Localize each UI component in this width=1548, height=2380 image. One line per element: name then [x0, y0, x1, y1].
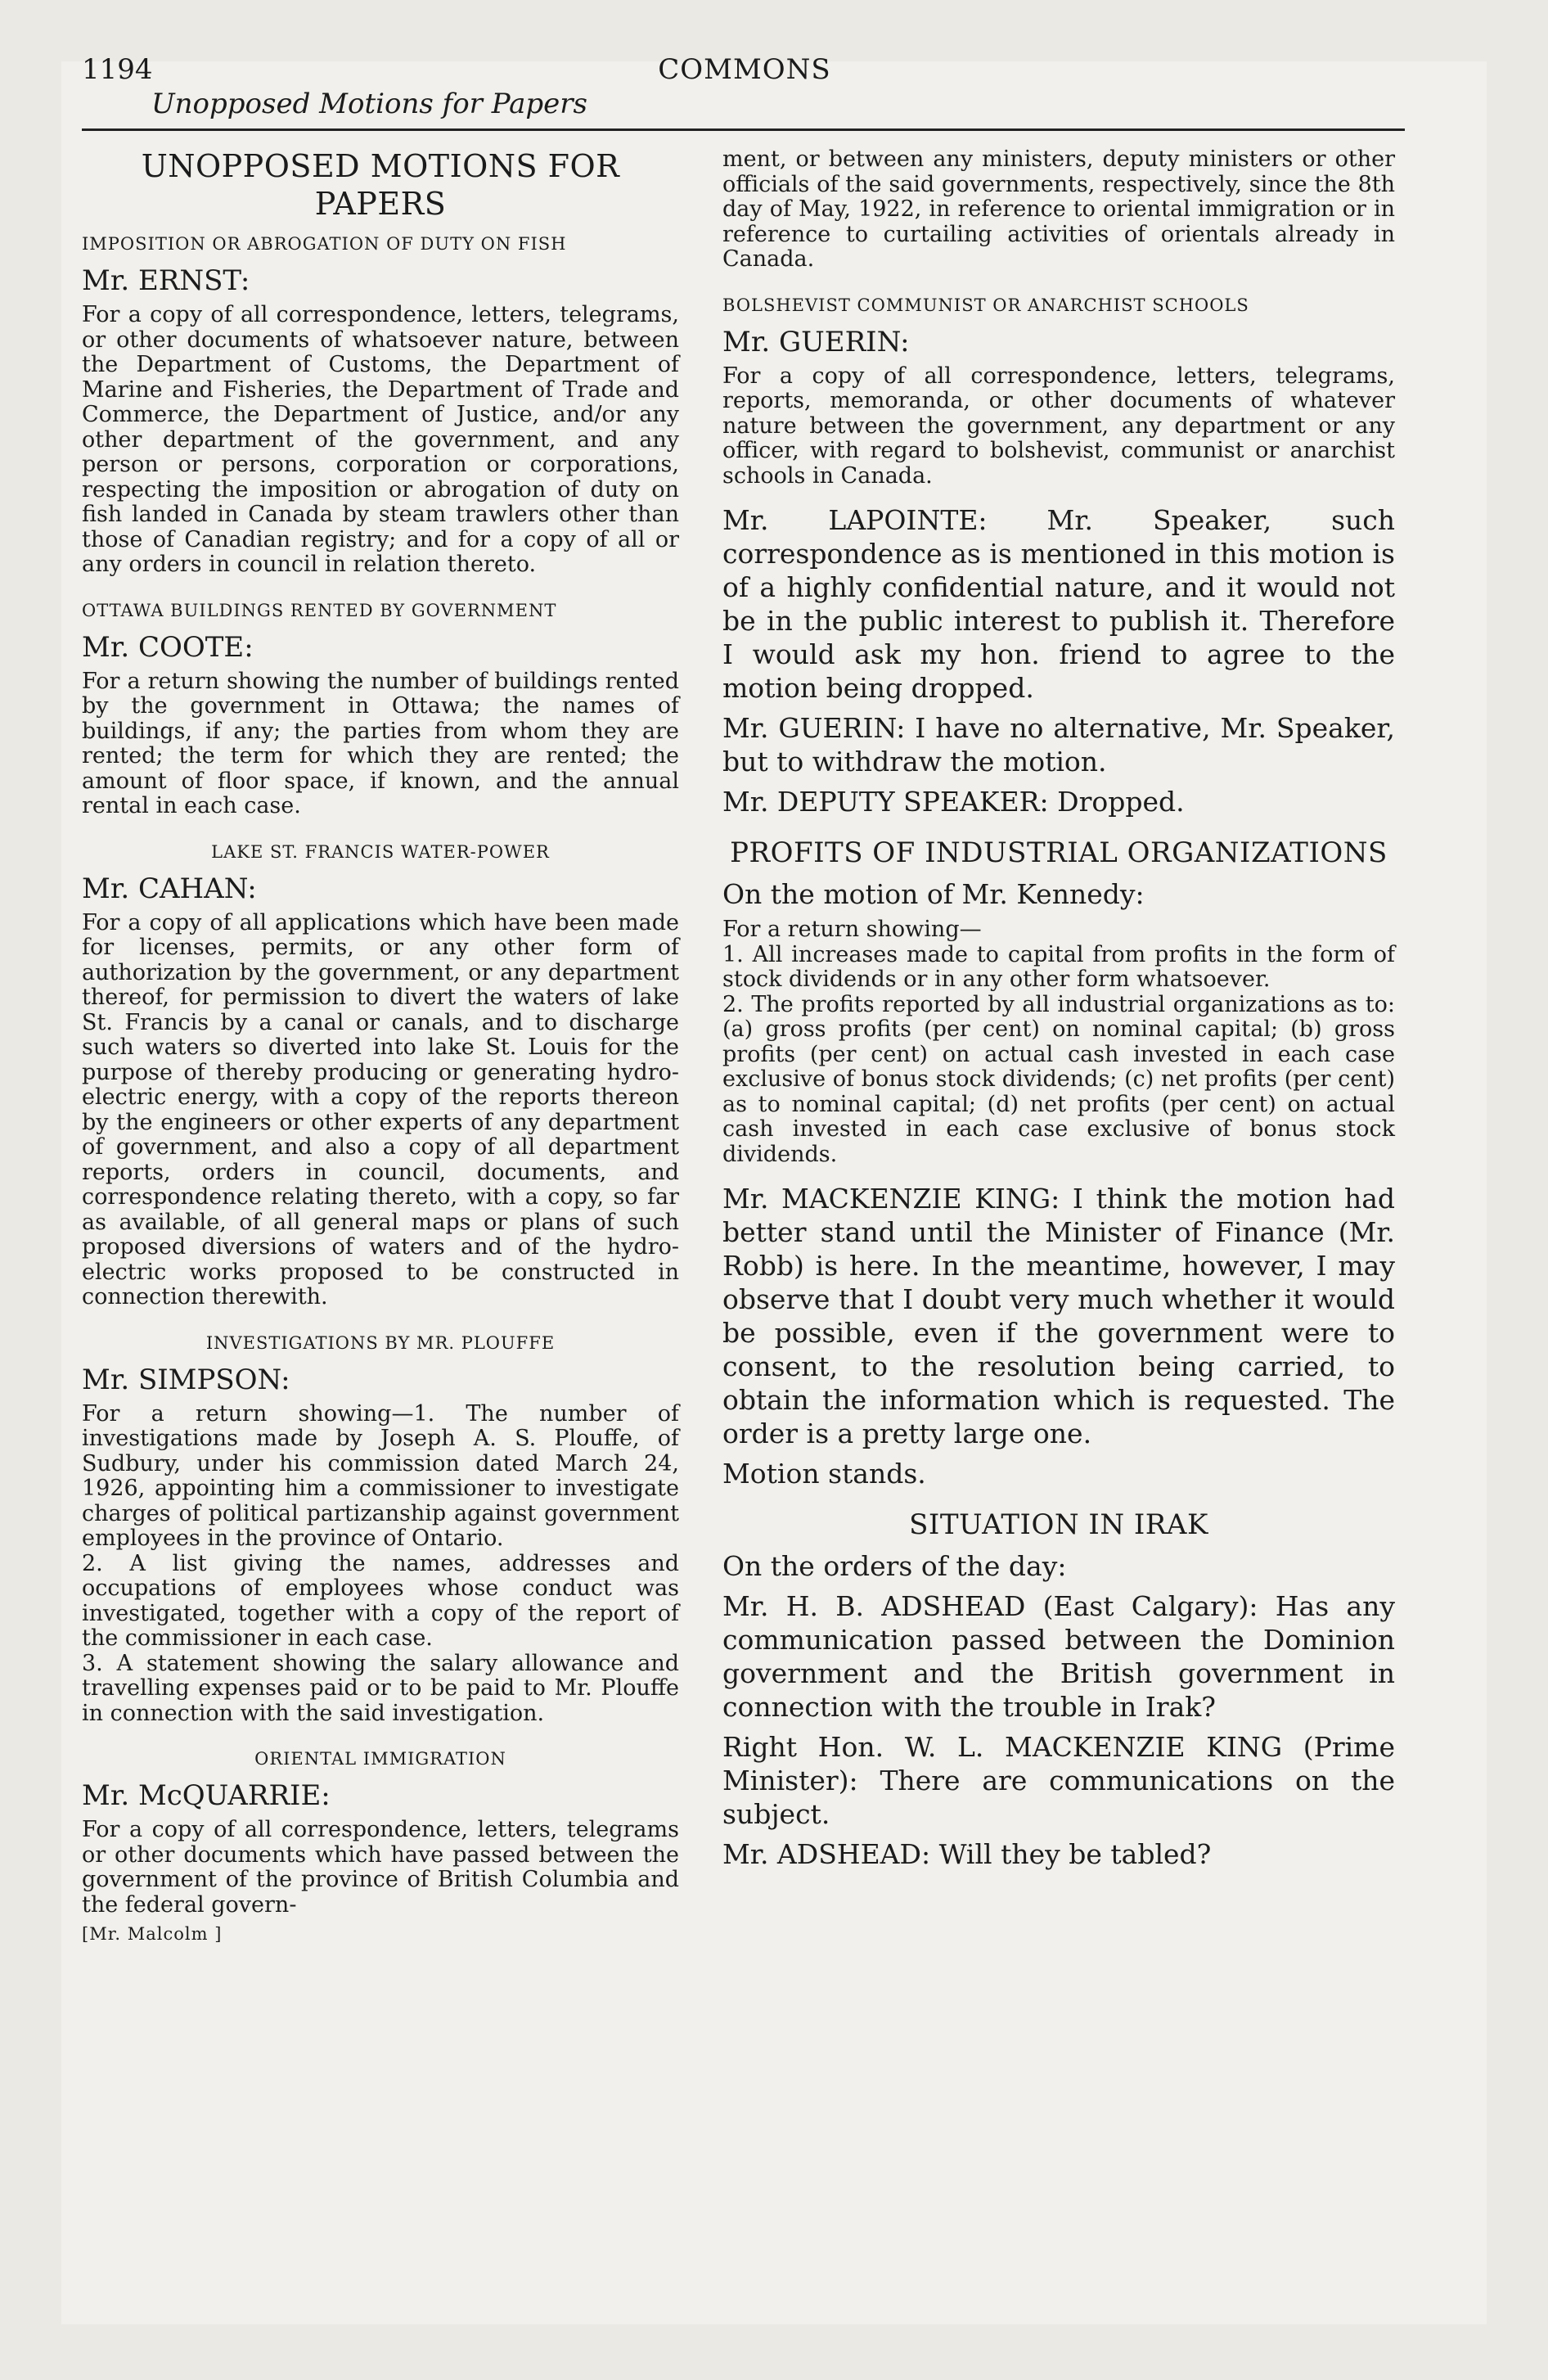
subheading: BOLSHEVIST COMMUNIST OR ANARCHIST SCHOOLS [722, 295, 1249, 315]
subheading: ORIENTAL IMMIGRATION [254, 1749, 506, 1769]
section-heading: SITUATION IN IRAK [909, 1508, 1208, 1541]
right-column [722, 147, 1395, 1877]
page-number: 1194 [82, 53, 153, 86]
speech: Mr. ADSHEAD: Will they be tabled? [722, 1838, 1212, 1870]
motion-text: For a copy of all correspondence, letters, telegrams or other documents which have passed between the government of the province of British Columbia and the federal govern- [82, 1817, 679, 1918]
page-footer: [Mr. Malcolm ] [82, 1924, 223, 1944]
main-heading: UNOPPOSED MOTIONS FOR PAPERS [141, 148, 620, 222]
running-title: COMMONS [658, 53, 831, 86]
motion-text: For a copy of all applications which have been made for licenses, permits, or any other form of authorization by the government, or any department thereof, for permission to divert the waters of lake St. Francis by a canal or canals, and to discharge such waters so diverted into lake St. Louis for the purpose of thereby producing or generating hydro-electric energy, with a copy of the reports thereon by the engineers or other experts of any department of government, and also a copy of all department reports, orders in council, documents, and correspondence relating thereto, with a copy, so far as available, of all general maps or plans of such proposed diversions of waters and of the hydro-electric works proposed to be constructed in connection therewith. [82, 909, 679, 1309]
speech: Mr. H. B. ADSHEAD (East Calgary): Has any communication passed between the Dominion government and the British government in connection with the trouble in Irak? [722, 1590, 1395, 1723]
subheading: LAKE ST. FRANCIS WATER-POWER [211, 841, 550, 862]
motion-text: 2. The profits reported by all industrial organizations as to: (a) gross profits (per cent) on nominal capital; (b) gross profits (per cent) on actual cash invested in each case exclusive of bonus stock dividends; (c) net profits (per cent) as to nominal capital; (d) net profits (per cent) on actual cash invested in each case exclusive of bonus stock dividends. [722, 991, 1395, 1167]
motion-text: For a return showing—1. The number of investigations made by Joseph A. S. Plouffe, of Sudbury, under his commission dated March 24, 1926, appointing him a commissioner to investigate charges of political partizanship against government employees in the province of Ontario. [82, 1400, 679, 1551]
speech: Mr. MACKENZIE KING: I think the motion had better stand until the Minister of Finance (Mr. Robb) is here. In the meantime, however, I may observe that I doubt very much whether it would be possible, even if the government were to consent, to the resolution being carried, to obtain the information which is requested. The order is a pretty large one. [722, 1183, 1395, 1449]
motion-text: 3. A statement showing the salary allowance and travelling expenses paid or to be paid to Mr. Plouffe in connection with the said investigation. [82, 1650, 679, 1726]
left-column [82, 147, 679, 1944]
motion-text: For a copy of all correspondence, letters, telegrams, reports, memoranda, or other documents of whatever nature between the government, any department or any officer, with regard to bolshevist, communist or anarchist schools in Canada. [722, 363, 1395, 489]
header-rule [82, 128, 1405, 131]
speech: Motion stands. [722, 1458, 926, 1490]
speaker: Mr. GUERIN: [722, 325, 910, 358]
motion-text: 2. A list giving the names, addresses and occupations of employees whose conduct was investigated, together with a copy of the report of the commissioner in each case. [82, 1550, 679, 1651]
motion-text: For a copy of all correspondence, letters, telegrams, or other documents of whatsoever nature, between the Department of Customs, the Department of Marine and Fisheries, the Department of Trade and Commerce, the Department of Justice, and/or any other department of the government, and any person or persons, corporation or corporations, respecting the imposition or abrogation of duty on fish landed in Canada by steam trawlers other than those of Canadian registry; and for a copy of all or any orders in council in relation thereto. [82, 302, 679, 577]
speech: Mr. LAPOINTE: Mr. Speaker, such correspondence as is mentioned in this motion is of a highly confidential nature, and it would not be in the public interest to publish it. Therefore I would ask my hon. friend to agree to the motion being dropped. [722, 504, 1395, 704]
section-title: Unopposed Motions for Papers [151, 88, 587, 120]
speaker: Mr. ERNST: [82, 264, 250, 297]
subheading: INVESTIGATIONS BY MR. PLOUFFE [205, 1332, 556, 1353]
section-heading: PROFITS OF INDUSTRIAL ORGANIZATIONS [730, 836, 1388, 869]
subheading: OTTAWA BUILDINGS RENTED BY GOVERNMENT [82, 600, 557, 620]
motion-text: For a return showing— [722, 917, 982, 942]
speech: Mr. DEPUTY SPEAKER: Dropped. [722, 786, 1185, 818]
page-header [82, 53, 1407, 127]
speaker: Mr. COOTE: [82, 630, 254, 664]
motion-intro: On the motion of Mr. Kennedy: [722, 878, 1145, 910]
subheading: IMPOSITION OR ABROGATION OF DUTY ON FISH [82, 234, 567, 254]
speaker: Mr. McQUARRIE: [82, 1779, 331, 1812]
speech: On the orders of the day: [722, 1550, 1067, 1582]
motion-text: For a return showing the number of buildings rented by the government in Ottawa; the names of buildings, if any; the parties from whom they are rented; the term for which they are rented; the amount of floor space, if known, and the annual rental in each case. [82, 668, 679, 818]
speech: Mr. GUERIN: I have no alternative, Mr. Speaker, but to withdraw the motion. [722, 712, 1395, 778]
motion-text: ment, or between any ministers, deputy ministers or other officials of the said governments, respectively, since the 8th day of May, 1922, in reference to oriental immigration or in reference to curtailing activities of orientals already in Canada. [722, 146, 1395, 272]
motion-text: 1. All increases made to capital from profits in the form of stock dividends or in any other form whatsoever. [722, 941, 1395, 992]
speaker: Mr. SIMPSON: [82, 1363, 290, 1396]
speech: Right Hon. W. L. MACKENZIE KING (Prime Minister): There are communications on the subject. [722, 1731, 1395, 1830]
speaker: Mr. CAHAN: [82, 872, 257, 905]
